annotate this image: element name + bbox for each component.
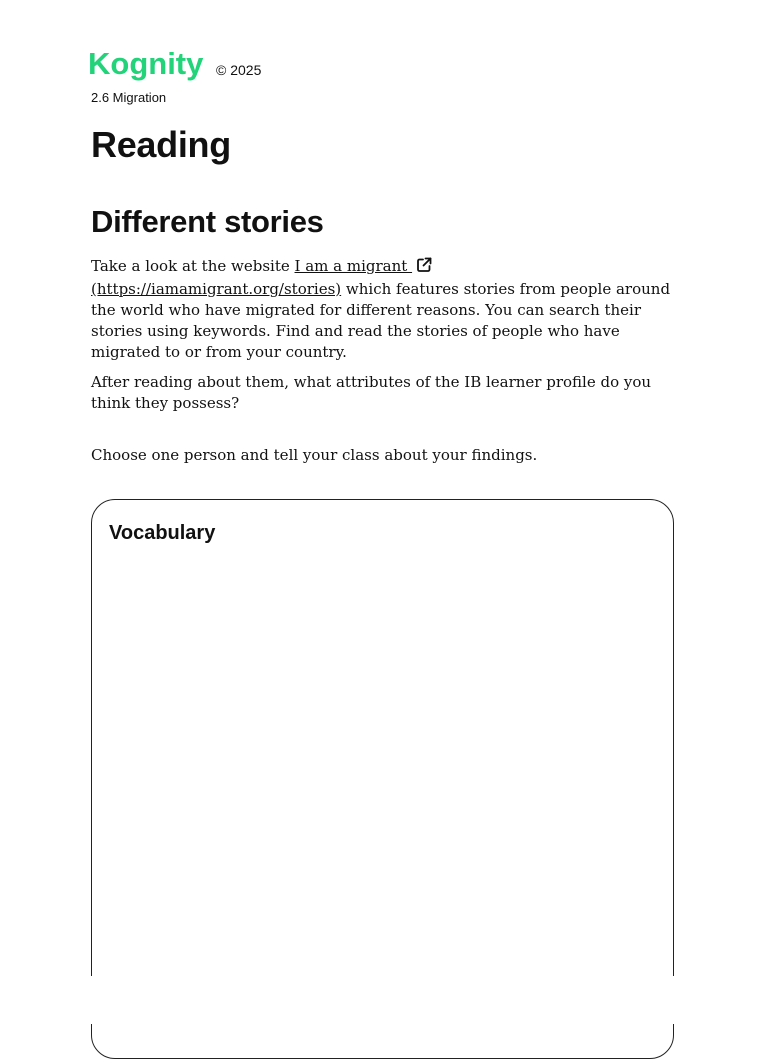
page-bottom-margin	[0, 976, 768, 1024]
page-header	[88, 44, 261, 84]
external-link-icon	[416, 257, 432, 279]
intro-paragraph	[91, 256, 681, 363]
logo-wordmark: Kognity	[88, 46, 204, 81]
instruction-paragraph: Choose one person and tell your class about your findings.	[91, 446, 538, 464]
intro-text-end: which features stories from people around the world who have migrated for different reasons. You can search their stories using keywords. Find and read the stories of people who have migrated to or from your country.	[91, 280, 671, 361]
copyright-text: © 2025	[216, 62, 262, 78]
link-url: (https://iamamigrant.org/stories)	[91, 280, 342, 298]
vocabulary-title: Vocabulary	[109, 522, 216, 544]
intro-text-start: Take a look at the website	[91, 257, 295, 275]
section-label: 2.6 Migration	[91, 90, 167, 105]
kognity-logo	[88, 44, 204, 84]
section-heading: Different stories	[91, 204, 324, 239]
page-title: Reading	[91, 124, 231, 165]
link-label: I am a migrant	[294, 257, 413, 275]
question-paragraph: After reading about them, what attributes of the IB learner profile do you think they possess?	[91, 373, 652, 412]
vocabulary-box	[91, 499, 674, 1059]
